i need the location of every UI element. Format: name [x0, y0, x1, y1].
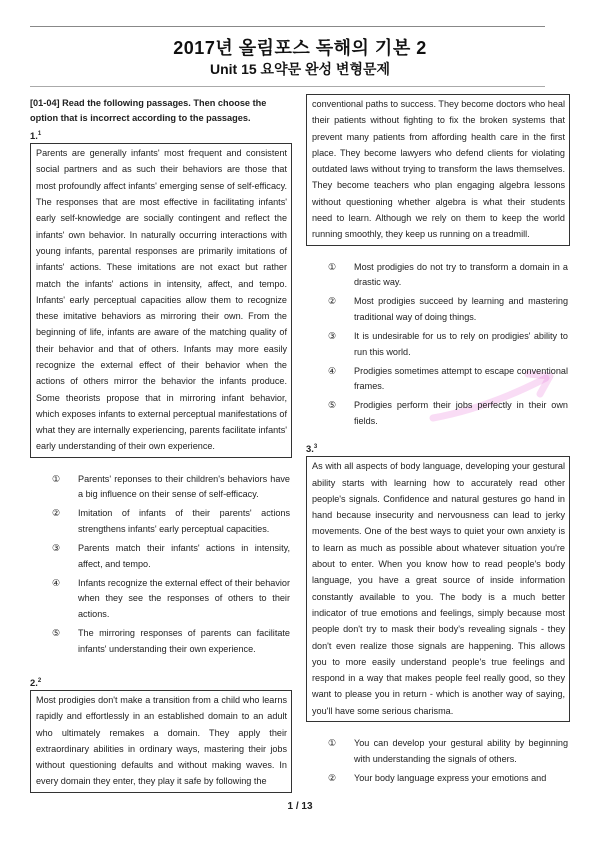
option-item[interactable]	[328, 260, 568, 291]
option-marker: ②	[328, 296, 337, 307]
option-item[interactable]	[328, 364, 568, 395]
options-3	[306, 736, 570, 786]
option-item[interactable]	[328, 294, 568, 325]
option-text: Parents' reponses to their children's behaviors have a big influence on their sense of self-efficacy.	[78, 473, 290, 500]
option-text: Most prodigies succeed by learning and mastering traditional way of doing things.	[354, 296, 568, 322]
question-number-text: 2.	[30, 676, 38, 688]
option-item[interactable]	[52, 541, 290, 572]
option-text: Most prodigies do not try to transform a domain in a drastic way.	[354, 261, 568, 288]
passage-3: As with all aspects of body language, developing your gestural ability starts with learning how to accurately read other people's signals. Confidence and natural gestures go hand in hand because insecurity and nervousness can lead to jerky movements. One of the best ways to quiet your own anxiety is to learn as much as possible about whatever situation you're about to enter. When you know how to read people's body language, you have a great source of inside information constantly available to you. The body is a much better indicator of true emotions and feelings, simply because most people don't try to mask their body's revealing signals - they don't even realize those signals are happening. This allows you to more easily understand people's true feelings and respond in a way that makes people feel really good, so they want to please you in return - which is another way of saying, you'll have some serious charisma.	[306, 456, 570, 722]
option-text: Imitation of infants of their parents' actions strengthens infants' early perceptual capacities.	[78, 508, 290, 535]
option-item[interactable]	[52, 576, 290, 623]
question-number-text: 1.	[30, 130, 38, 142]
option-item[interactable]	[52, 626, 290, 657]
option-text: Prodigies perform their jobs perfectly in their own fields.	[354, 400, 568, 427]
option-marker: ②	[52, 508, 61, 519]
option-text: Prodigies sometimes attempt to escape conventional frames.	[354, 365, 568, 392]
passage-2-part2: conventional paths to success. They become doctors who heal their patients without fighting to fix the broken systems that prevent many patients from affording health care in the first place. They become lawyers who defend clients for violating outdated laws without trying to transform the laws themselves. They become teachers who plan engaging algebra lessons without questioning whether algebra is what their students need to learn. Although we rely on them to keep the world running smoothly, they keep us running on a treadmill.	[306, 94, 570, 246]
option-marker: ③	[328, 331, 337, 342]
question-number-text: 3.	[306, 443, 314, 455]
options-1	[30, 472, 292, 658]
option-marker: ①	[52, 473, 61, 484]
footnote-ref: 1	[37, 131, 42, 137]
passage-2-part1: Most prodigies don't make a transition from a child who learns rapidly and effortlessly in an established domain to an adult who ultimately remakes a domain. They apply their extraordinary abilities in ordinary ways, mastering their jobs without questioning defaults and without making waves. In every domain they enter, they play it safe by following the	[30, 690, 292, 793]
right-column	[306, 94, 570, 790]
page-title: 2017년 올림포스 독해의 기본 2	[173, 38, 427, 58]
option-item[interactable]	[328, 771, 568, 787]
option-item[interactable]	[52, 506, 290, 537]
option-text: The mirroring responses of parents can facilitate infants' understanding their own experience.	[78, 628, 290, 654]
instructions: [01-04] Read the following passages. Then choose the option that is incorrect according to the passages.	[30, 98, 267, 123]
option-text: It is undesirable for us to rely on prodigies' ability to run this world.	[354, 331, 568, 357]
header-divider	[30, 86, 545, 87]
passage-1: Parents are generally infants' most frequent and consistent social partners and as such their behaviors are those that most profoundly affect infants' emerging sense of self-efficacy. The responses that are most effective in facilitating infants' early self-knowledge are socially contingent and reflect the infants' own behavior. In naturally occurring interactions with young infants, parental responses are primarily imitations of infants' actions. These imitations are not exact but rather match the infants' actions in intensity, affect, and tempo. Infants' early perceptual capacities allow them to recognize these imitative behaviors as mirroring their own. From the beginning of life, infants are aware of the matching quality of their behavior and that of others. Infants may more easily recognize the external effect of their behavior when the actions of others mirror the behavior the infants produce. Some theorists propose that in mirroring infant behavior, which exposes infants to external perceptual manifestations of what they are internally experiencing, parents facilitate infants' early understanding of their own experience.	[30, 143, 292, 458]
option-item[interactable]	[328, 329, 568, 360]
page-number: 1 / 13	[287, 801, 313, 812]
option-item[interactable]	[328, 398, 568, 429]
option-text: You can develop your gestural ability by beginning with understanding the signals of others.	[354, 737, 568, 764]
option-marker: ⑤	[328, 400, 337, 411]
option-item[interactable]	[328, 736, 568, 767]
option-text: Infants recognize the external effect of their behavior when they see the responses of others to their actions.	[78, 577, 290, 620]
footnote-ref: 3	[313, 444, 318, 451]
option-item[interactable]	[52, 472, 290, 503]
option-text: Parents match their infants' actions in intensity, affect, and tempo.	[78, 543, 290, 569]
question-number-1	[30, 127, 292, 143]
footnote-ref: 2	[37, 677, 42, 684]
options-2	[306, 260, 570, 430]
option-marker: ②	[328, 772, 337, 783]
page-subtitle: Unit 15 요약문 완성 변형문제	[209, 61, 391, 77]
option-marker: ③	[52, 543, 61, 554]
option-text: Your body language express your emotions and	[354, 772, 547, 783]
option-marker: ⑤	[52, 628, 61, 639]
question-number-2	[30, 674, 292, 690]
left-column	[30, 94, 292, 793]
option-marker: ①	[328, 261, 337, 272]
option-marker: ①	[328, 737, 337, 748]
top-rule	[30, 26, 545, 27]
option-marker: ④	[52, 577, 61, 588]
option-marker: ④	[328, 365, 337, 376]
question-number-3	[306, 440, 570, 456]
